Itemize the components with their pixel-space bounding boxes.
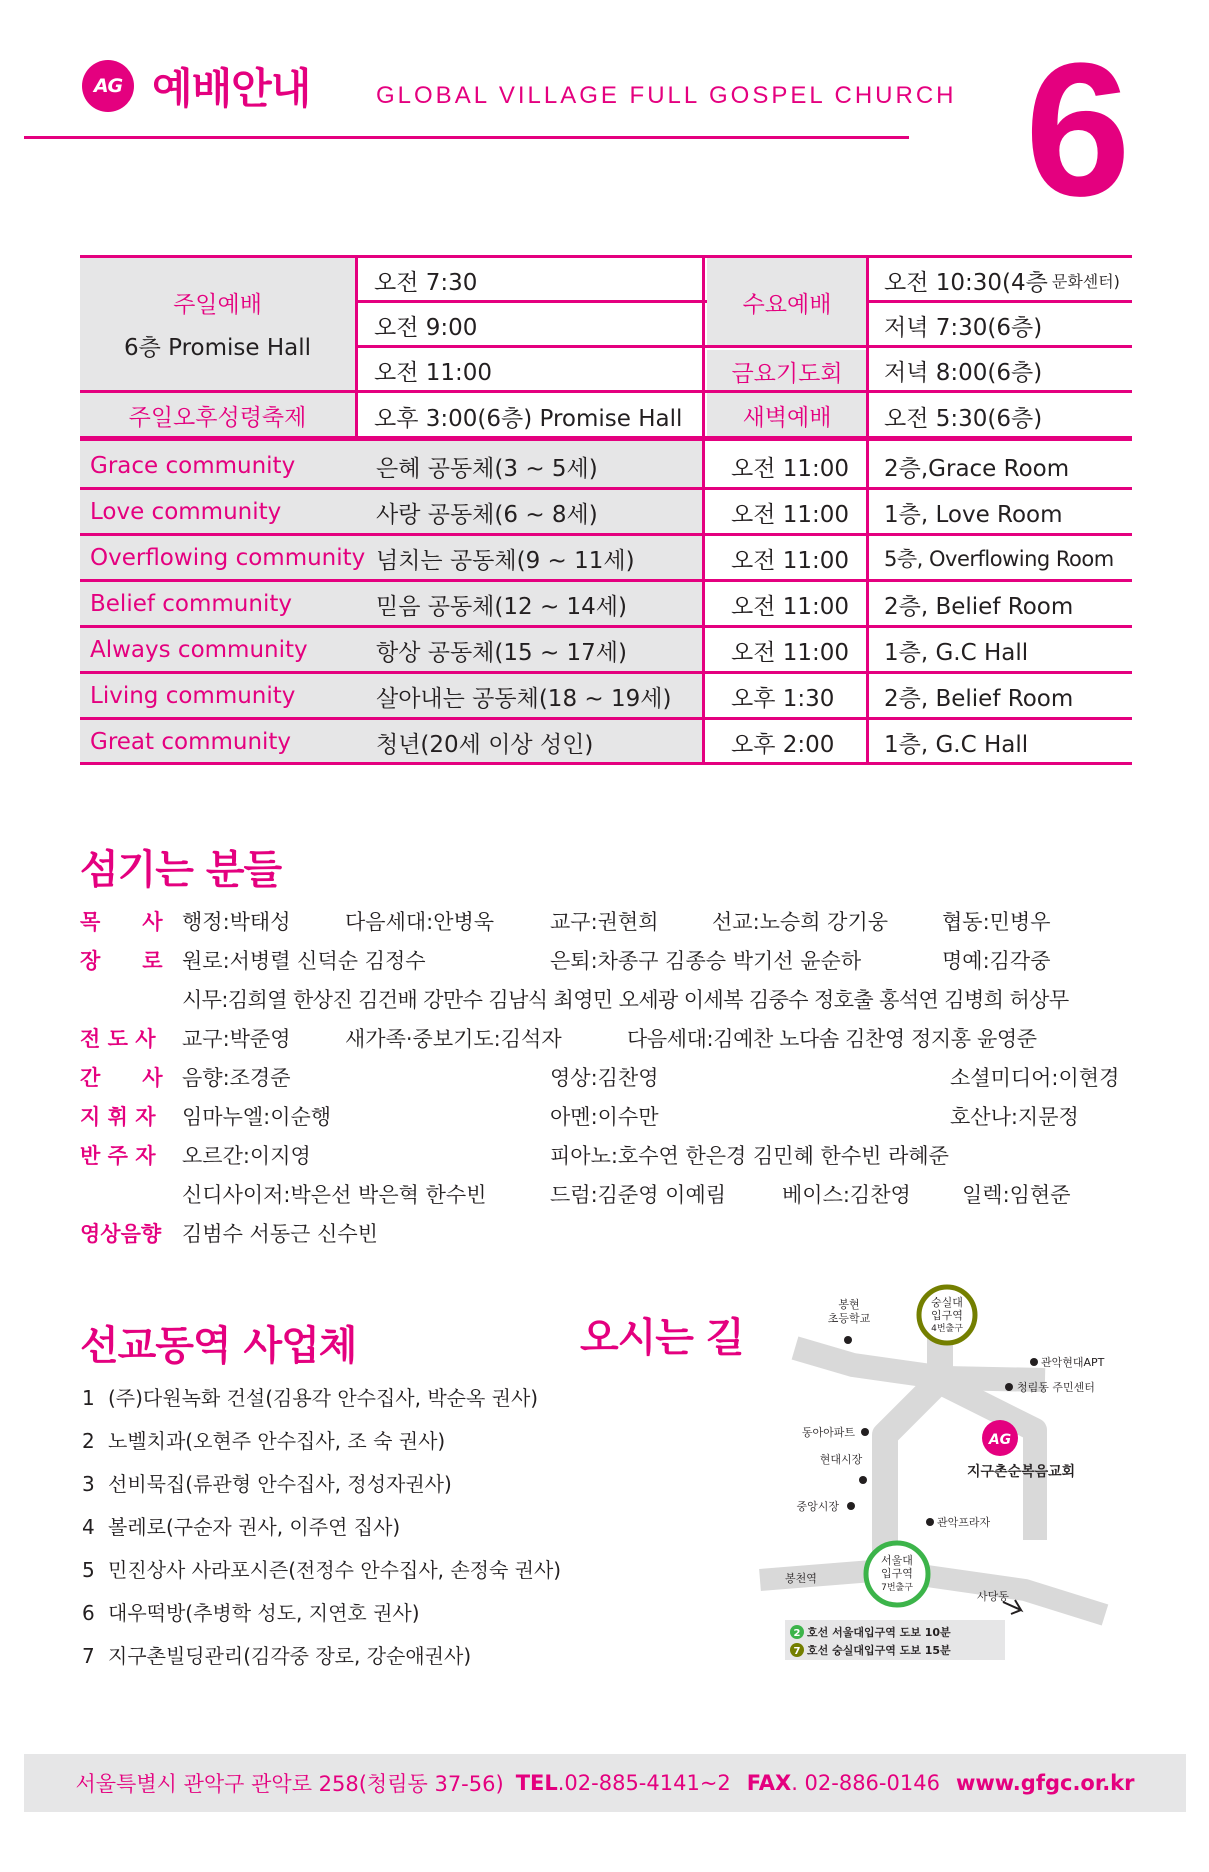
church-english-name: GLOBAL VILLAGE FULL GOSPEL CHURCH <box>376 82 957 109</box>
wednesday-time-1-sub: 문화센터) <box>1051 271 1120 291</box>
footer-tel-label: TEL <box>515 1771 558 1795</box>
church-logo: AG <box>82 60 134 112</box>
community-place: 2층, Belief Room <box>884 685 1074 712</box>
list-item-number: 7 <box>82 1644 95 1668</box>
list-item-text: 지구촌빌딩관리(김각중 장로, 강순애권사) <box>108 1644 472 1668</box>
sunday-time-3: 오전 11:00 <box>374 359 493 386</box>
table-rule <box>702 255 705 439</box>
community-time: 오후 2:00 <box>731 731 835 758</box>
staff-entry: 호산나:지문정 <box>950 1105 1079 1129</box>
wednesday-time-1 <box>872 258 1132 302</box>
table-rule <box>80 717 1132 720</box>
staff-entry: 일렉:임현준 <box>962 1183 1071 1207</box>
list-item-text: 민진상사 사라포시즌(전정수 안수집사, 손정숙 권사) <box>108 1558 562 1582</box>
sunday-time-1: 오전 7:30 <box>374 269 478 296</box>
list-item <box>82 1597 420 1626</box>
staff-entry: 임마누엘:이순행 <box>182 1105 332 1129</box>
list-item <box>82 1554 561 1583</box>
staff-role-pastor: 목 사 <box>80 910 163 934</box>
table-rule <box>357 300 707 303</box>
list-item <box>82 1640 471 1669</box>
sunday-worship-label: 주일예배 <box>173 291 262 318</box>
landmark-label: 중앙시장 <box>796 1500 839 1513</box>
staff-entry: 은퇴:차종구 김종승 박기선 윤순하 <box>550 949 862 973</box>
staff-entry: 선교:노승희 강기웅 <box>712 910 889 934</box>
list-item <box>82 1511 400 1540</box>
staff-role-evangelist: 전 도 사 <box>80 1027 156 1051</box>
list-item-number: 3 <box>82 1472 95 1496</box>
station-bottom-label: 입구역 <box>881 1567 913 1580</box>
list-item <box>82 1468 452 1497</box>
table-rule <box>80 579 1132 582</box>
staff-entry: 교구:권현희 <box>550 910 659 934</box>
landmark-dot <box>859 1476 867 1484</box>
landmark-label: 봉현 <box>838 1298 860 1311</box>
list-item-text: 선비묵집(류관형 안수집사, 정성자권사) <box>108 1472 452 1496</box>
table-rule <box>80 533 1132 536</box>
community-place: 2층, Belief Room <box>884 593 1074 620</box>
church-logo-text: AG <box>988 1432 1012 1448</box>
community-name: Grace community <box>90 453 296 479</box>
table-rule <box>866 441 869 765</box>
missions-section-title: 선교동역 사업체 <box>80 1323 357 1369</box>
list-item-text: 대우떡방(추병학 성도, 지연호 권사) <box>108 1601 420 1625</box>
landmark-label: 관악현대APT <box>1041 1356 1105 1369</box>
staff-entry: 행정:박태성 <box>182 910 291 934</box>
staff-entry: 협동:민병우 <box>942 910 1051 934</box>
community-time: 오전 11:00 <box>731 639 850 666</box>
dawn-worship-label: 새벽예배 <box>707 393 867 437</box>
community-desc: 청년(20세 이상 성인) <box>376 731 594 758</box>
community-name: Always community <box>90 637 308 663</box>
staff-role-media: 영상음향 <box>80 1222 162 1246</box>
friday-time: 저녁 8:00(6층) <box>884 359 1043 386</box>
staff-entry: 명예:김각중 <box>942 949 1051 973</box>
sunday-worship-place: 6층 Promise Hall <box>123 334 312 361</box>
table-rule <box>702 441 705 765</box>
table-rule <box>80 255 1132 258</box>
line-7-text: 호선 숭실대입구역 도보 15분 <box>807 1644 951 1657</box>
table-rule <box>80 390 1132 393</box>
list-item-text: (주)다원녹화 건설(김용각 안수집사, 박순옥 권사) <box>108 1386 539 1410</box>
staff-entry: 신디사이저:박은선 박은혁 한수빈 <box>182 1183 487 1207</box>
landmark-dot <box>1030 1358 1038 1366</box>
staff-role-accompanist: 반 주 자 <box>80 1144 156 1168</box>
staff-role-conductor: 지 휘 자 <box>80 1105 156 1129</box>
landmark-label: 관악프라자 <box>937 1516 991 1529</box>
station-top-label: 4번출구 <box>931 1324 963 1334</box>
landmark-dot <box>844 1336 852 1344</box>
staff-entry: 영상:김찬영 <box>550 1066 659 1090</box>
community-desc: 은혜 공동체(3 ~ 5세) <box>376 455 598 482</box>
community-desc: 살아내는 공동체(18 ~ 19세) <box>376 685 672 712</box>
sunday-afternoon-label: 주일오후성령축제 <box>80 393 355 437</box>
list-item-number: 2 <box>82 1429 95 1453</box>
station-bottom-label: 7번출구 <box>881 1583 913 1593</box>
list-item <box>82 1382 538 1411</box>
community-name: Love community <box>90 499 282 525</box>
website-link[interactable]: www.gfgc.or.kr <box>955 1771 1135 1795</box>
dawn-time: 오전 5:30(6층) <box>884 405 1043 432</box>
staff-entry: 새가족·중보기도:김석자 <box>345 1027 562 1051</box>
landmark-dot <box>847 1502 855 1510</box>
community-name: Living community <box>90 683 296 709</box>
directions-section-title: 오시는 길 <box>580 1315 744 1361</box>
list-item-number: 4 <box>82 1515 95 1539</box>
station-top-label: 숭실대 <box>931 1296 963 1309</box>
table-rule <box>866 255 869 439</box>
contact-footer <box>24 1754 1186 1812</box>
community-desc: 믿음 공동체(12 ~ 14세) <box>376 593 627 620</box>
staff-role-elder: 장 로 <box>80 949 163 973</box>
community-name: Belief community <box>90 591 292 617</box>
community-time: 오전 11:00 <box>731 501 850 528</box>
landmark-label: 봉천역 <box>785 1572 817 1585</box>
landmark-label: 사당동 <box>977 1590 1009 1603</box>
footer-address: 서울특별시 관악구 관악로 258(청림동 37-56) <box>75 1772 504 1796</box>
community-place: 1층, G.C Hall <box>884 731 1029 758</box>
staff-entry: 피아노:호수연 한은경 김민혜 한수빈 라혜준 <box>550 1144 949 1168</box>
staff-entry: 음향:조경준 <box>182 1066 291 1090</box>
svg-text:7: 7 <box>793 1646 801 1657</box>
staff-section-title: 섬기는 분들 <box>80 847 282 893</box>
community-place: 1층, G.C Hall <box>884 639 1029 666</box>
footer-fax: . 02-886-0146 <box>791 1771 940 1795</box>
landmark-dot <box>1005 1383 1013 1391</box>
friday-prayer-label: 금요기도회 <box>707 350 867 393</box>
community-place: 5층, Overflowing Room <box>884 547 1114 571</box>
community-time: 오전 11:00 <box>731 593 850 620</box>
wednesday-time-1-main: 오전 10:30(4층 <box>884 269 1048 296</box>
sunday-afternoon-time: 오후 3:00(6층) Promise Hall <box>374 405 683 432</box>
landmark-label: 청림동 주민센터 <box>1017 1381 1095 1394</box>
table-rule <box>80 625 1132 628</box>
staff-entry: 오르간:이지영 <box>182 1144 311 1168</box>
landmark-dot <box>926 1518 934 1526</box>
community-desc: 사랑 공동체(6 ~ 8세) <box>376 501 598 528</box>
community-name: Great community <box>90 729 292 755</box>
list-item <box>82 1425 445 1454</box>
staff-entry: 시무:김희열 한상진 김건배 강만수 김남식 최영민 오세광 이세복 김중수 정호출 홍석연 김병희 허상무 <box>182 988 1069 1012</box>
list-item-text: 노벨치과(오현주 안수집사, 조 숙 권사) <box>108 1429 446 1453</box>
station-bottom-label: 서울대 <box>881 1554 913 1567</box>
list-item-number: 5 <box>82 1558 95 1582</box>
community-desc: 넘치는 공동체(9 ~ 11세) <box>376 547 635 574</box>
directions-map <box>745 1270 1135 1660</box>
landmark-label: 초등학교 <box>827 1312 871 1325</box>
community-time: 오전 11:00 <box>731 547 850 574</box>
staff-entry: 베이스:김찬영 <box>782 1183 911 1207</box>
svg-text:2: 2 <box>793 1628 801 1639</box>
page-number: 6 <box>1025 24 1131 236</box>
wednesday-worship-label: 수요예배 <box>707 257 867 347</box>
staff-role-manager: 간 사 <box>80 1066 163 1090</box>
table-rule <box>80 671 1132 674</box>
page-title: 예배안내 <box>152 64 311 113</box>
community-time: 오전 11:00 <box>731 455 850 482</box>
staff-entry: 다음세대:안병욱 <box>345 910 495 934</box>
list-item-number: 6 <box>82 1601 95 1625</box>
sunday-worship-cell <box>80 257 355 390</box>
staff-entry: 원로:서병렬 신덕순 김정수 <box>182 949 426 973</box>
landmark-label: 현대시장 <box>819 1453 863 1466</box>
wednesday-time-2: 저녁 7:30(6층) <box>884 314 1043 341</box>
table-rule <box>355 255 358 439</box>
road-top <box>795 1348 1045 1380</box>
community-time: 오후 1:30 <box>731 685 835 712</box>
church-name: 지구촌순복음교회 <box>967 1464 1076 1480</box>
staff-entry: 김범수 서동근 신수빈 <box>182 1222 378 1246</box>
table-rule <box>867 300 1132 303</box>
station-top-label: 입구역 <box>931 1309 963 1322</box>
table-rule <box>80 762 1132 765</box>
community-place: 2층,Grace Room <box>884 455 1070 482</box>
header-divider <box>24 136 909 139</box>
community-place: 1층, Love Room <box>884 501 1063 528</box>
community-name: Overflowing community <box>90 545 366 571</box>
community-desc: 항상 공동체(15 ~ 17세) <box>376 639 627 666</box>
sunday-time-2: 오전 9:00 <box>374 314 478 341</box>
footer-tel: .02-885-4141~2 <box>557 1771 731 1795</box>
table-rule <box>80 487 1132 490</box>
list-item-number: 1 <box>82 1386 95 1410</box>
staff-entry: 드럼:김준영 이예림 <box>550 1183 727 1207</box>
table-rule <box>357 345 1132 348</box>
landmark-label: 동아아파트 <box>801 1426 855 1439</box>
staff-entry: 교구:박준영 <box>182 1027 291 1051</box>
list-item-text: 볼레로(구순자 권사, 이주연 집사) <box>108 1515 401 1539</box>
line-2-text: 호선 서울대입구역 도보 10분 <box>807 1626 951 1639</box>
landmark-dot <box>861 1428 869 1436</box>
footer-fax-label: FAX <box>746 1771 792 1795</box>
staff-entry: 아멘:이수만 <box>550 1105 659 1129</box>
staff-entry: 다음세대:김예찬 노다솜 김찬영 정지홍 윤영준 <box>627 1027 1037 1051</box>
staff-entry: 소셜미디어:이현경 <box>950 1066 1120 1090</box>
